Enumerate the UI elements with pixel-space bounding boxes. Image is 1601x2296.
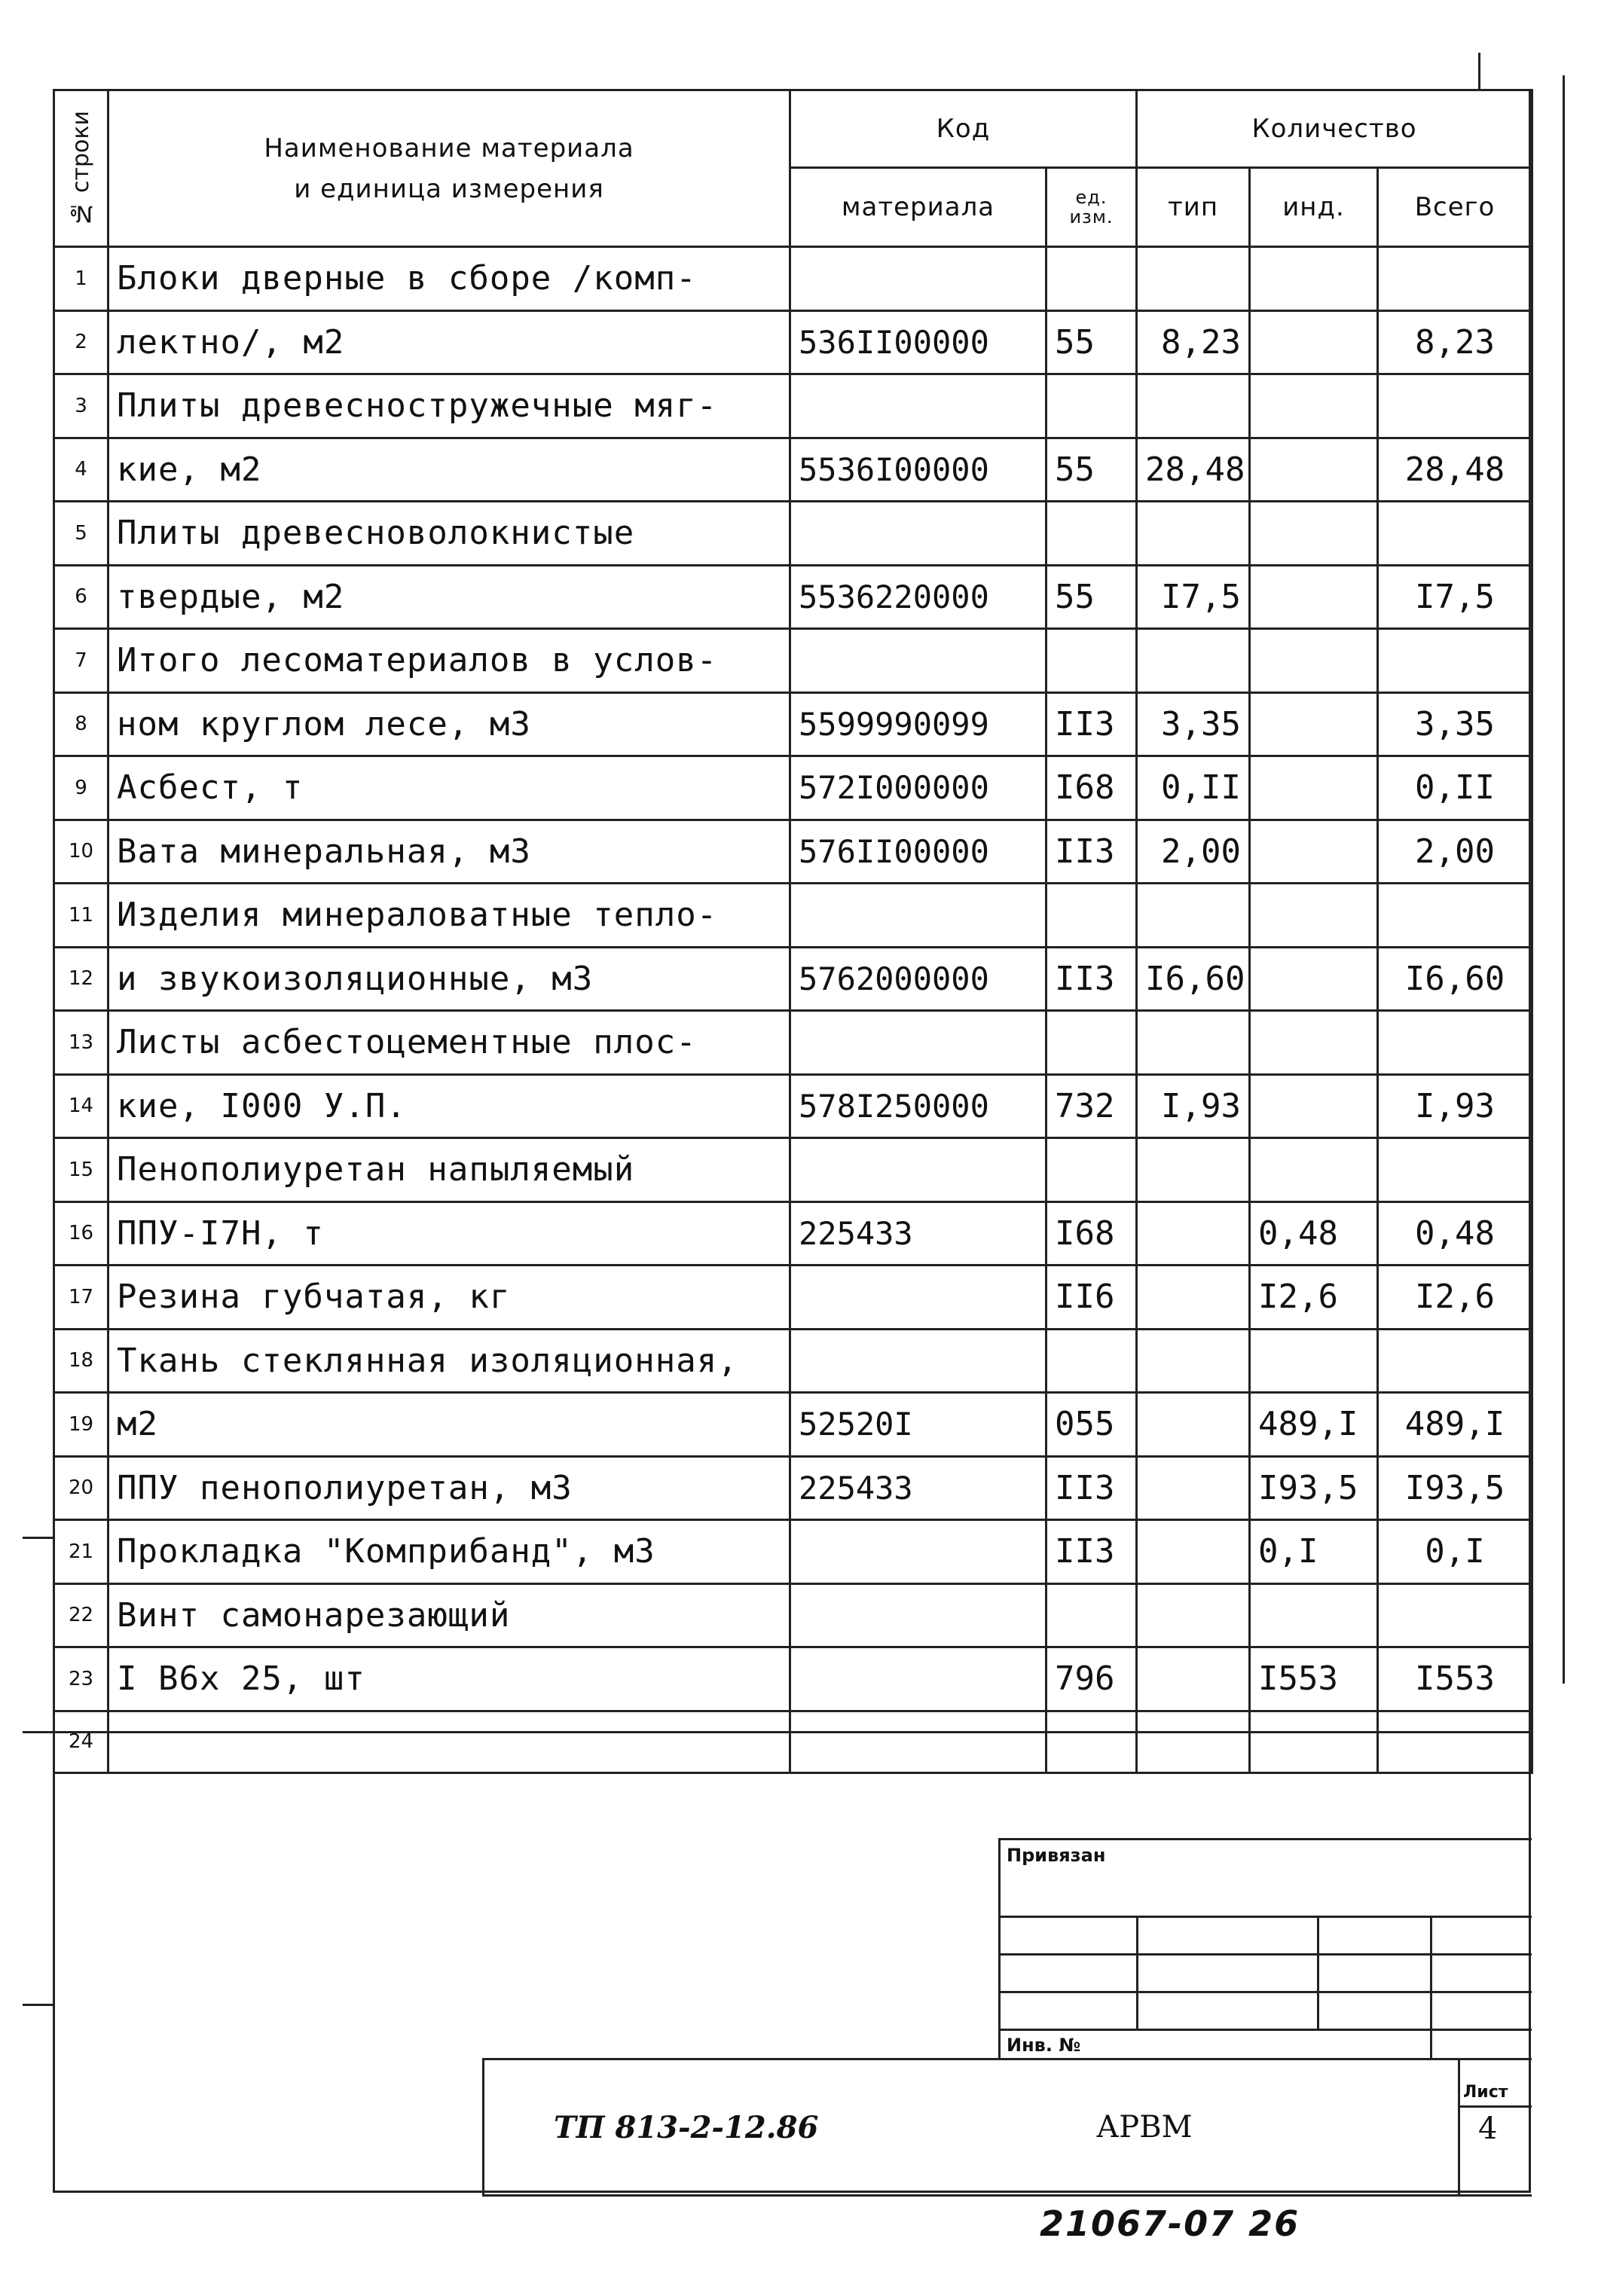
table-row bbox=[54, 1456, 1532, 1520]
binding-block bbox=[998, 1838, 1532, 2059]
qty-type: 0,II bbox=[1137, 756, 1250, 820]
qty-type: I,93 bbox=[1137, 1074, 1250, 1138]
qty-ind: 0,48 bbox=[1250, 1201, 1378, 1266]
table-row bbox=[54, 1138, 1532, 1202]
unit-code: II3 bbox=[1046, 820, 1137, 884]
unit-code: II3 bbox=[1046, 1456, 1137, 1520]
name-header-cell bbox=[108, 90, 790, 247]
margin-tick-2 bbox=[23, 2004, 54, 2006]
unit-code bbox=[1046, 1011, 1137, 1075]
row-number: 21 bbox=[54, 1520, 108, 1584]
material-name: Резина губчатая, кг bbox=[108, 1266, 790, 1330]
row-number: 12 bbox=[54, 947, 108, 1011]
qty-type: I6,60 bbox=[1137, 947, 1250, 1011]
qty-total: 28,48 bbox=[1378, 438, 1532, 502]
material-name bbox=[108, 1711, 790, 1772]
rownum-header-cell bbox=[54, 90, 108, 247]
row-number: 3 bbox=[54, 374, 108, 438]
row-number: 19 bbox=[54, 1393, 108, 1457]
qty-type: 2,00 bbox=[1137, 820, 1250, 884]
row-number: 6 bbox=[54, 565, 108, 629]
inventory-label: Инв. № bbox=[1007, 2035, 1081, 2056]
qty-total: I553 bbox=[1378, 1647, 1532, 1711]
qty-total: 8,23 bbox=[1378, 310, 1532, 374]
row-number: 5 bbox=[54, 502, 108, 566]
row-number: 23 bbox=[54, 1647, 108, 1711]
qty-total-header: Всего bbox=[1378, 168, 1532, 247]
material-code: 5536220000 bbox=[790, 565, 1046, 629]
qty-total: 0,I bbox=[1378, 1520, 1532, 1584]
row-number: 8 bbox=[54, 692, 108, 756]
table-row bbox=[54, 820, 1532, 884]
qty-ind bbox=[1250, 438, 1378, 502]
material-name: Винт самонарезающий bbox=[108, 1583, 790, 1647]
table-row bbox=[54, 1711, 1532, 1772]
material-code bbox=[790, 1583, 1046, 1647]
row-number: 7 bbox=[54, 629, 108, 693]
table-row bbox=[54, 756, 1532, 820]
qty-total bbox=[1378, 1329, 1532, 1393]
row-number: 2 bbox=[54, 310, 108, 374]
qty-type: 28,48 bbox=[1137, 438, 1250, 502]
qty-type bbox=[1137, 1201, 1250, 1266]
table-row bbox=[54, 692, 1532, 756]
material-code bbox=[790, 374, 1046, 438]
code-material-header: материала bbox=[790, 168, 1046, 247]
qty-type bbox=[1137, 1138, 1250, 1202]
unit-code bbox=[1046, 374, 1137, 438]
qty-ind: I553 bbox=[1250, 1647, 1378, 1711]
qty-type bbox=[1137, 629, 1250, 693]
qty-total: I2,6 bbox=[1378, 1266, 1532, 1330]
sheet-cell-divider bbox=[1460, 2105, 1532, 2108]
table-row bbox=[54, 1201, 1532, 1266]
qty-type: 8,23 bbox=[1137, 310, 1250, 374]
unit-code bbox=[1046, 1711, 1137, 1772]
qty-total bbox=[1378, 502, 1532, 566]
qty-total: 0,II bbox=[1378, 756, 1532, 820]
unit-code: 055 bbox=[1046, 1393, 1137, 1457]
unit-code bbox=[1046, 1329, 1137, 1393]
row-number: 20 bbox=[54, 1456, 108, 1520]
qty-total: 489,I bbox=[1378, 1393, 1532, 1457]
material-name: и звукоизоляционные, м3 bbox=[108, 947, 790, 1011]
row-number: 18 bbox=[54, 1329, 108, 1393]
material-code bbox=[790, 247, 1046, 311]
archive-stamp: 21067-07 26 bbox=[1040, 2203, 1300, 2244]
qty-type-header: тип bbox=[1137, 168, 1250, 247]
material-code bbox=[790, 884, 1046, 948]
table-row bbox=[54, 1011, 1532, 1075]
name-header-line2: и единица измерения bbox=[294, 173, 604, 204]
table-row bbox=[54, 1266, 1532, 1330]
unit-code bbox=[1046, 502, 1137, 566]
unit-code: 732 bbox=[1046, 1074, 1137, 1138]
qty-ind: I2,6 bbox=[1250, 1266, 1378, 1330]
qty-type: I7,5 bbox=[1137, 565, 1250, 629]
qty-type bbox=[1137, 1011, 1250, 1075]
table-row bbox=[54, 310, 1532, 374]
material-name: Ткань стеклянная изоляционная, bbox=[108, 1329, 790, 1393]
qty-type bbox=[1137, 1393, 1250, 1457]
binding-line-3 bbox=[1001, 1991, 1532, 1993]
materials-table bbox=[53, 89, 1533, 1774]
unit-code: 55 bbox=[1046, 438, 1137, 502]
material-name: Плиты древесноволокнистые bbox=[108, 502, 790, 566]
unit-code bbox=[1046, 884, 1137, 948]
qty-type bbox=[1137, 1266, 1250, 1330]
material-code bbox=[790, 1266, 1046, 1330]
qty-ind-header: инд. bbox=[1250, 168, 1378, 247]
frame-top-tick bbox=[1478, 53, 1480, 89]
qty-ind bbox=[1250, 1074, 1378, 1138]
unit-code bbox=[1046, 1583, 1137, 1647]
material-name: Асбест, т bbox=[108, 756, 790, 820]
sheet-cell bbox=[1458, 2060, 1532, 2194]
drawing-mark: АРВМ bbox=[1096, 2110, 1193, 2145]
qty-ind bbox=[1250, 1011, 1378, 1075]
binding-vline-1 bbox=[1136, 1916, 1138, 2029]
qty-ind bbox=[1250, 565, 1378, 629]
table-row bbox=[54, 1329, 1532, 1393]
unit-code bbox=[1046, 247, 1137, 311]
material-code bbox=[790, 1011, 1046, 1075]
material-name: Вата минеральная, м3 bbox=[108, 820, 790, 884]
qty-ind bbox=[1250, 756, 1378, 820]
material-code: 52520I bbox=[790, 1393, 1046, 1457]
qty-ind bbox=[1250, 247, 1378, 311]
qty-ind: 0,I bbox=[1250, 1520, 1378, 1584]
material-code: 5762000000 bbox=[790, 947, 1046, 1011]
qty-total: 2,00 bbox=[1378, 820, 1532, 884]
material-name: твердые, м2 bbox=[108, 565, 790, 629]
qty-ind bbox=[1250, 947, 1378, 1011]
qty-ind bbox=[1250, 1583, 1378, 1647]
material-code bbox=[790, 629, 1046, 693]
binding-vline-3 bbox=[1430, 1916, 1432, 2059]
unit-code: II6 bbox=[1046, 1266, 1137, 1330]
unit-code: 796 bbox=[1046, 1647, 1137, 1711]
qty-total bbox=[1378, 1583, 1532, 1647]
sheet-number: 4 bbox=[1478, 2111, 1498, 2146]
material-code: 225433 bbox=[790, 1201, 1046, 1266]
material-name: ППУ-I7Н, т bbox=[108, 1201, 790, 1266]
row-number: 13 bbox=[54, 1011, 108, 1075]
binding-line-4 bbox=[1001, 2029, 1532, 2031]
unit-code: I68 bbox=[1046, 756, 1137, 820]
qty-ind bbox=[1250, 374, 1378, 438]
qty-type bbox=[1137, 1329, 1250, 1393]
material-name: м2 bbox=[108, 1393, 790, 1457]
material-code bbox=[790, 502, 1046, 566]
qty-total bbox=[1378, 1011, 1532, 1075]
qty-ind bbox=[1250, 1138, 1378, 1202]
material-name: кие, м2 bbox=[108, 438, 790, 502]
table-row bbox=[54, 1583, 1532, 1647]
qty-ind bbox=[1250, 310, 1378, 374]
material-name: Листы асбестоцементные плос- bbox=[108, 1011, 790, 1075]
name-header-line1: Наименование материала bbox=[264, 133, 634, 163]
qty-ind bbox=[1250, 884, 1378, 948]
qty-ind bbox=[1250, 692, 1378, 756]
qty-type bbox=[1137, 247, 1250, 311]
row-number: 10 bbox=[54, 820, 108, 884]
qty-type bbox=[1137, 884, 1250, 948]
table-row bbox=[54, 1393, 1532, 1457]
material-name: ППУ пенополиуретан, м3 bbox=[108, 1456, 790, 1520]
unit-code: II3 bbox=[1046, 692, 1137, 756]
binding-title: Привязан bbox=[1007, 1845, 1106, 1866]
qty-ind: I93,5 bbox=[1250, 1456, 1378, 1520]
row-number: 15 bbox=[54, 1138, 108, 1202]
table-row bbox=[54, 629, 1532, 693]
qty-total bbox=[1378, 374, 1532, 438]
material-name: Изделия минераловатные тепло- bbox=[108, 884, 790, 948]
qty-type bbox=[1137, 502, 1250, 566]
qty-total: 0,48 bbox=[1378, 1201, 1532, 1266]
material-name: Прокладка "Комприбанд", м3 bbox=[108, 1520, 790, 1584]
row-number: 17 bbox=[54, 1266, 108, 1330]
unit-code: 55 bbox=[1046, 565, 1137, 629]
title-block bbox=[482, 2058, 1532, 2197]
material-name: ном круглом лесе, м3 bbox=[108, 692, 790, 756]
material-code bbox=[790, 1711, 1046, 1772]
qty-ind bbox=[1250, 502, 1378, 566]
qty-type bbox=[1137, 1647, 1250, 1711]
qty-ind bbox=[1250, 1711, 1378, 1772]
table-row bbox=[54, 1520, 1532, 1584]
row-number: 16 bbox=[54, 1201, 108, 1266]
qty-total bbox=[1378, 1138, 1532, 1202]
qty-type bbox=[1137, 1583, 1250, 1647]
binding-line-1 bbox=[1001, 1916, 1532, 1918]
row-number: 24 bbox=[54, 1711, 108, 1772]
qty-group-header: Количество bbox=[1137, 90, 1532, 168]
material-name: Итого лесоматериалов в услов- bbox=[108, 629, 790, 693]
unit-code: I68 bbox=[1046, 1201, 1137, 1266]
material-code bbox=[790, 1329, 1046, 1393]
binding-vline-2 bbox=[1317, 1916, 1319, 2029]
document-code: ТП 813-2-12.86 bbox=[554, 2110, 819, 2145]
material-name: I В6х 25, шт bbox=[108, 1647, 790, 1711]
code-unit-header: ед. изм. bbox=[1046, 168, 1137, 247]
row-number: 9 bbox=[54, 756, 108, 820]
table-row bbox=[54, 1647, 1532, 1711]
qty-total: I7,5 bbox=[1378, 565, 1532, 629]
header-row-1 bbox=[54, 90, 1532, 168]
row-number: 4 bbox=[54, 438, 108, 502]
material-name: Блоки дверные в сборе /комп- bbox=[108, 247, 790, 311]
material-code: 5536I00000 bbox=[790, 438, 1046, 502]
qty-total: I93,5 bbox=[1378, 1456, 1532, 1520]
qty-type bbox=[1137, 1711, 1250, 1772]
qty-type bbox=[1137, 374, 1250, 438]
qty-type bbox=[1137, 1456, 1250, 1520]
qty-total bbox=[1378, 884, 1532, 948]
table-row bbox=[54, 247, 1532, 311]
material-code: 578I250000 bbox=[790, 1074, 1046, 1138]
material-code: 225433 bbox=[790, 1456, 1046, 1520]
qty-ind bbox=[1250, 629, 1378, 693]
row-number: 11 bbox=[54, 884, 108, 948]
binding-line-2 bbox=[1001, 1953, 1532, 1956]
qty-total: I6,60 bbox=[1378, 947, 1532, 1011]
table-row bbox=[54, 884, 1532, 948]
frame-right-margin-line bbox=[1563, 75, 1565, 1684]
row-number: 22 bbox=[54, 1583, 108, 1647]
qty-ind bbox=[1250, 820, 1378, 884]
material-name: Пенополиуретан напыляемый bbox=[108, 1138, 790, 1202]
table-row bbox=[54, 502, 1532, 566]
qty-total: I,93 bbox=[1378, 1074, 1532, 1138]
material-code: 576II00000 bbox=[790, 820, 1046, 884]
table-row bbox=[54, 565, 1532, 629]
material-code: 5599990099 bbox=[790, 692, 1046, 756]
code-group-header: Код bbox=[790, 90, 1137, 168]
qty-total: 3,35 bbox=[1378, 692, 1532, 756]
qty-type: 3,35 bbox=[1137, 692, 1250, 756]
table-row bbox=[54, 374, 1532, 438]
sheet-label: Лист bbox=[1463, 2083, 1508, 2102]
qty-ind: 489,I bbox=[1250, 1393, 1378, 1457]
qty-ind bbox=[1250, 1329, 1378, 1393]
unit-code bbox=[1046, 629, 1137, 693]
rownum-header: № строки bbox=[68, 110, 94, 227]
material-code bbox=[790, 1520, 1046, 1584]
qty-total bbox=[1378, 629, 1532, 693]
unit-code bbox=[1046, 1138, 1137, 1202]
table-body bbox=[54, 247, 1532, 1773]
material-name: Плиты древесностружечные мяг- bbox=[108, 374, 790, 438]
row-number: 1 bbox=[54, 247, 108, 311]
row-number: 14 bbox=[54, 1074, 108, 1138]
qty-type bbox=[1137, 1520, 1250, 1584]
material-name: кие, I000 У.П. bbox=[108, 1074, 790, 1138]
unit-code: 55 bbox=[1046, 310, 1137, 374]
table-row bbox=[54, 947, 1532, 1011]
unit-code: II3 bbox=[1046, 1520, 1137, 1584]
material-name: лектно/, м2 bbox=[108, 310, 790, 374]
material-code bbox=[790, 1647, 1046, 1711]
material-code bbox=[790, 1138, 1046, 1202]
table-row bbox=[54, 438, 1532, 502]
qty-total bbox=[1378, 247, 1532, 311]
qty-total bbox=[1378, 1711, 1532, 1772]
unit-code: II3 bbox=[1046, 947, 1137, 1011]
table-row bbox=[54, 1074, 1532, 1138]
material-code: 536II00000 bbox=[790, 310, 1046, 374]
margin-tick-1 bbox=[23, 1537, 54, 1539]
material-code: 572I000000 bbox=[790, 756, 1046, 820]
